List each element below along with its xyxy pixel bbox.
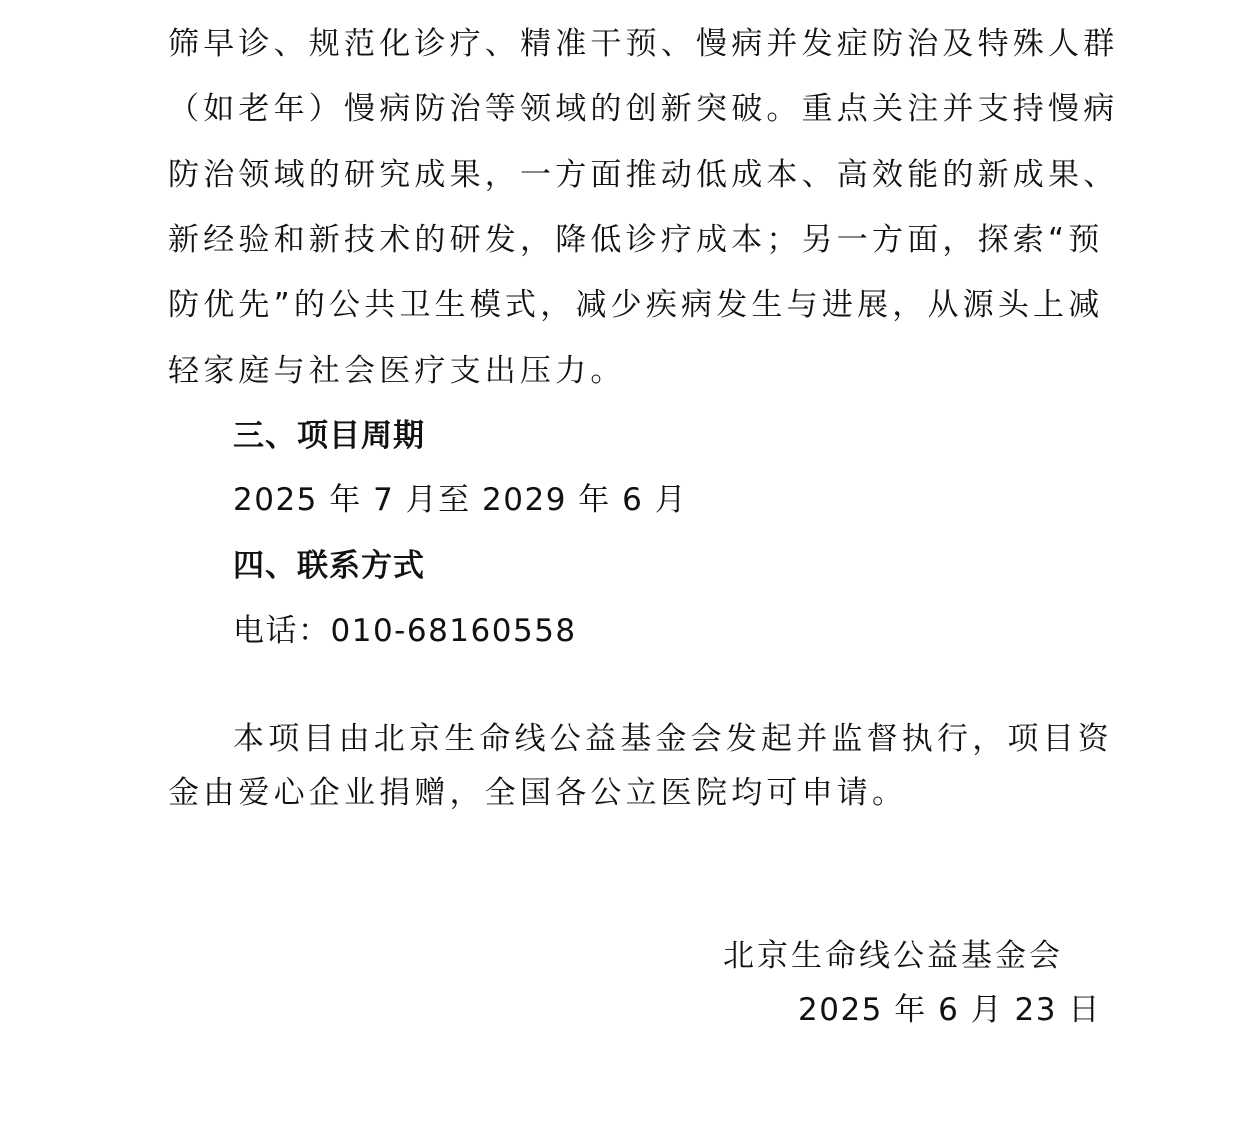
project-period-text: 2025 年 7 月至 2029 年 6 月: [233, 482, 688, 518]
paragraph-line: 防治领域的研究成果，一方面推动低成本、高效能的新成果、: [168, 157, 1119, 193]
section-heading-contact: 四、联系方式: [233, 548, 425, 584]
paragraph-line: 本项目由北京生命线公益基金会发起并监督执行，项目资: [233, 721, 1113, 757]
contact-phone-text: 电话：010-68160558: [233, 613, 577, 649]
section-heading-period: 三、项目周期: [233, 418, 425, 454]
paragraph-line: （如老年）慢病防治等领域的创新突破。重点关注并支持慢病: [168, 91, 1119, 127]
paragraph-line: 防优先”的公共卫生模式，减少疾病发生与进展，从源头上减: [168, 287, 1104, 323]
signature-organization: 北京生命线公益基金会: [723, 938, 1063, 974]
paragraph-line: 金由爱心企业捐赠，全国各公立医院均可申请。: [168, 775, 908, 811]
signature-date: 2025 年 6 月 23 日: [798, 992, 1101, 1028]
paragraph-line: 新经验和新技术的研发，降低诊疗成本；另一方面，探索“预: [168, 222, 1104, 258]
paragraph-line: 轻家庭与社会医疗支出压力。: [168, 353, 626, 389]
paragraph-line: 筛早诊、规范化诊疗、精准干预、慢病并发症防治及特殊人群: [168, 26, 1119, 62]
